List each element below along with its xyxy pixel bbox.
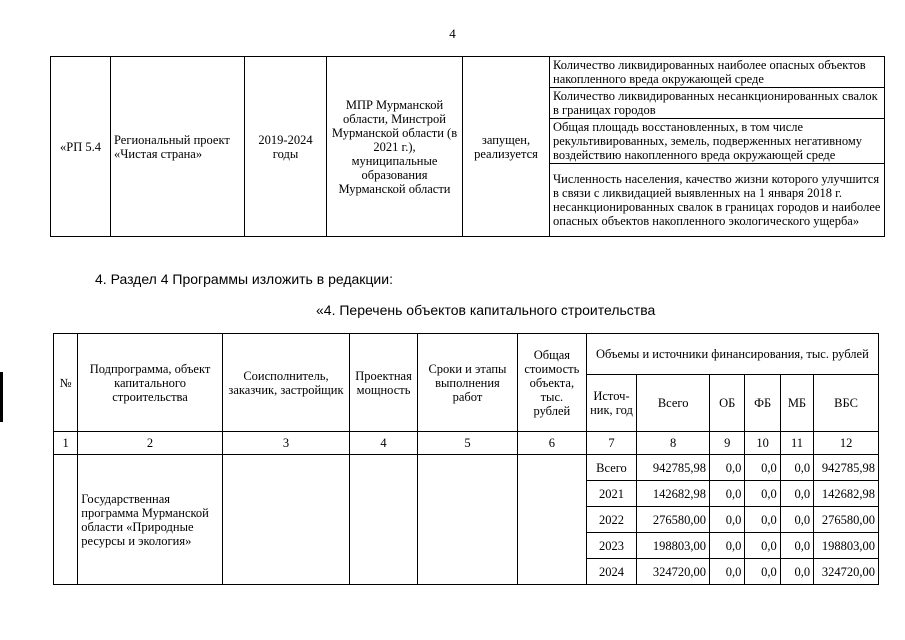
- margin-mark: [0, 372, 3, 422]
- fb-cell: 0,0: [745, 455, 780, 481]
- header-vbs: ВБС: [814, 375, 879, 432]
- header-num: №: [54, 334, 78, 432]
- vbs-cell: 276580,00: [814, 507, 879, 533]
- mb-cell: 0,0: [780, 533, 813, 559]
- col-number: 4: [350, 432, 418, 455]
- fb-cell: 0,0: [745, 507, 780, 533]
- fb-cell: 0,0: [745, 481, 780, 507]
- ob-cell: 0,0: [710, 507, 745, 533]
- row-num-cell: [54, 455, 78, 585]
- year-cell: 2023: [586, 533, 637, 559]
- vbs-cell: 324720,00: [814, 559, 879, 585]
- header-fb: ФБ: [745, 375, 780, 432]
- ob-cell: 0,0: [710, 533, 745, 559]
- fb-cell: 0,0: [745, 533, 780, 559]
- section-title: «4. Перечень объектов капитального строительства: [316, 302, 656, 318]
- indicator-2: Количество ликвидированных несанкционированных свалок в границах городов: [550, 88, 885, 119]
- ob-cell: 0,0: [710, 481, 745, 507]
- mb-cell: 0,0: [780, 455, 813, 481]
- header-mb: МБ: [780, 375, 813, 432]
- vbs-cell: 198803,00: [814, 533, 879, 559]
- indicator-3: Общая площадь восстановленных, в том числе рекультивированных, земель, подверженных негативному воздействию накопленного вреда окружающей среде: [550, 119, 885, 164]
- header-total: Всего: [637, 375, 710, 432]
- header-terms: Сроки и этапы выполнения работ: [417, 334, 517, 432]
- total-cell: 942785,98: [637, 455, 710, 481]
- project-code: «РП 5.4: [51, 57, 111, 237]
- header-source-year: Источ-ник, год: [586, 375, 637, 432]
- header-financing: Объемы и источники финансирования, тыс. рублей: [586, 334, 878, 375]
- program-name: Государственная программа Мурманской области «Природные ресурсы и экология»: [78, 455, 223, 585]
- header-total-cost: Общая стоимость объекта, тыс. рублей: [517, 334, 586, 432]
- total-cell: 142682,98: [637, 481, 710, 507]
- vbs-cell: 942785,98: [814, 455, 879, 481]
- total-cell: 198803,00: [637, 533, 710, 559]
- capital-construction-table: [53, 333, 879, 585]
- mb-cell: 0,0: [780, 559, 813, 585]
- header-co-executor: Соисполнитель, заказчик, застройщик: [222, 334, 349, 432]
- total-cell: 276580,00: [637, 507, 710, 533]
- mb-cell: 0,0: [780, 507, 813, 533]
- project-name: Региональный проект «Чистая страна»: [111, 57, 245, 237]
- year-cell: 2021: [586, 481, 637, 507]
- header-capacity: Проектная мощность: [350, 334, 418, 432]
- col-number: 1: [54, 432, 78, 455]
- col-number: 11: [780, 432, 813, 455]
- fb-cell: 0,0: [745, 559, 780, 585]
- ob-cell: 0,0: [710, 455, 745, 481]
- vbs-cell: 142682,98: [814, 481, 879, 507]
- project-status: запущен, реализуется: [463, 57, 550, 237]
- year-cell: 2024: [586, 559, 637, 585]
- page-number: 4: [449, 26, 456, 41]
- project-executor: МПР Мурманской области, Минстрой Мурманской области (в 2021 г.), муниципальные образования Мурманской области: [327, 57, 463, 237]
- indicator-1: Количество ликвидированных наиболее опасных объектов накопленного вреда окружающей среде: [550, 57, 885, 88]
- year-cell: 2022: [586, 507, 637, 533]
- col-number: 10: [745, 432, 780, 455]
- header-subprogram: Подпрограмма, объект капитального строительства: [78, 334, 223, 432]
- indicator-4: Численность населения, качество жизни которого улучшится в связи с ликвидацией выявленных на 1 января 2018 г. несанкционированных свалок в границах городов и наиболее опасных объектов накопленного экологического ущерба»: [550, 164, 885, 237]
- mb-cell: 0,0: [780, 481, 813, 507]
- paragraph-4: 4. Раздел 4 Программы изложить в редакции:: [95, 271, 393, 287]
- header-ob: ОБ: [710, 375, 745, 432]
- col-number: 3: [222, 432, 349, 455]
- project-period: 2019-2024 годы: [245, 57, 327, 237]
- total-cell: 324720,00: [637, 559, 710, 585]
- col-number: 2: [78, 432, 223, 455]
- col-number: 12: [814, 432, 879, 455]
- col-number: 7: [586, 432, 637, 455]
- col-number: 8: [637, 432, 710, 455]
- ob-cell: 0,0: [710, 559, 745, 585]
- terms-cell: [417, 455, 517, 585]
- col-number: 5: [417, 432, 517, 455]
- regional-project-table: [50, 56, 885, 237]
- col-number: 9: [710, 432, 745, 455]
- col-number: 6: [517, 432, 586, 455]
- total-cost-cell: [517, 455, 586, 585]
- capacity-cell: [350, 455, 418, 585]
- co-executor-cell: [222, 455, 349, 585]
- year-cell: Всего: [586, 455, 637, 481]
